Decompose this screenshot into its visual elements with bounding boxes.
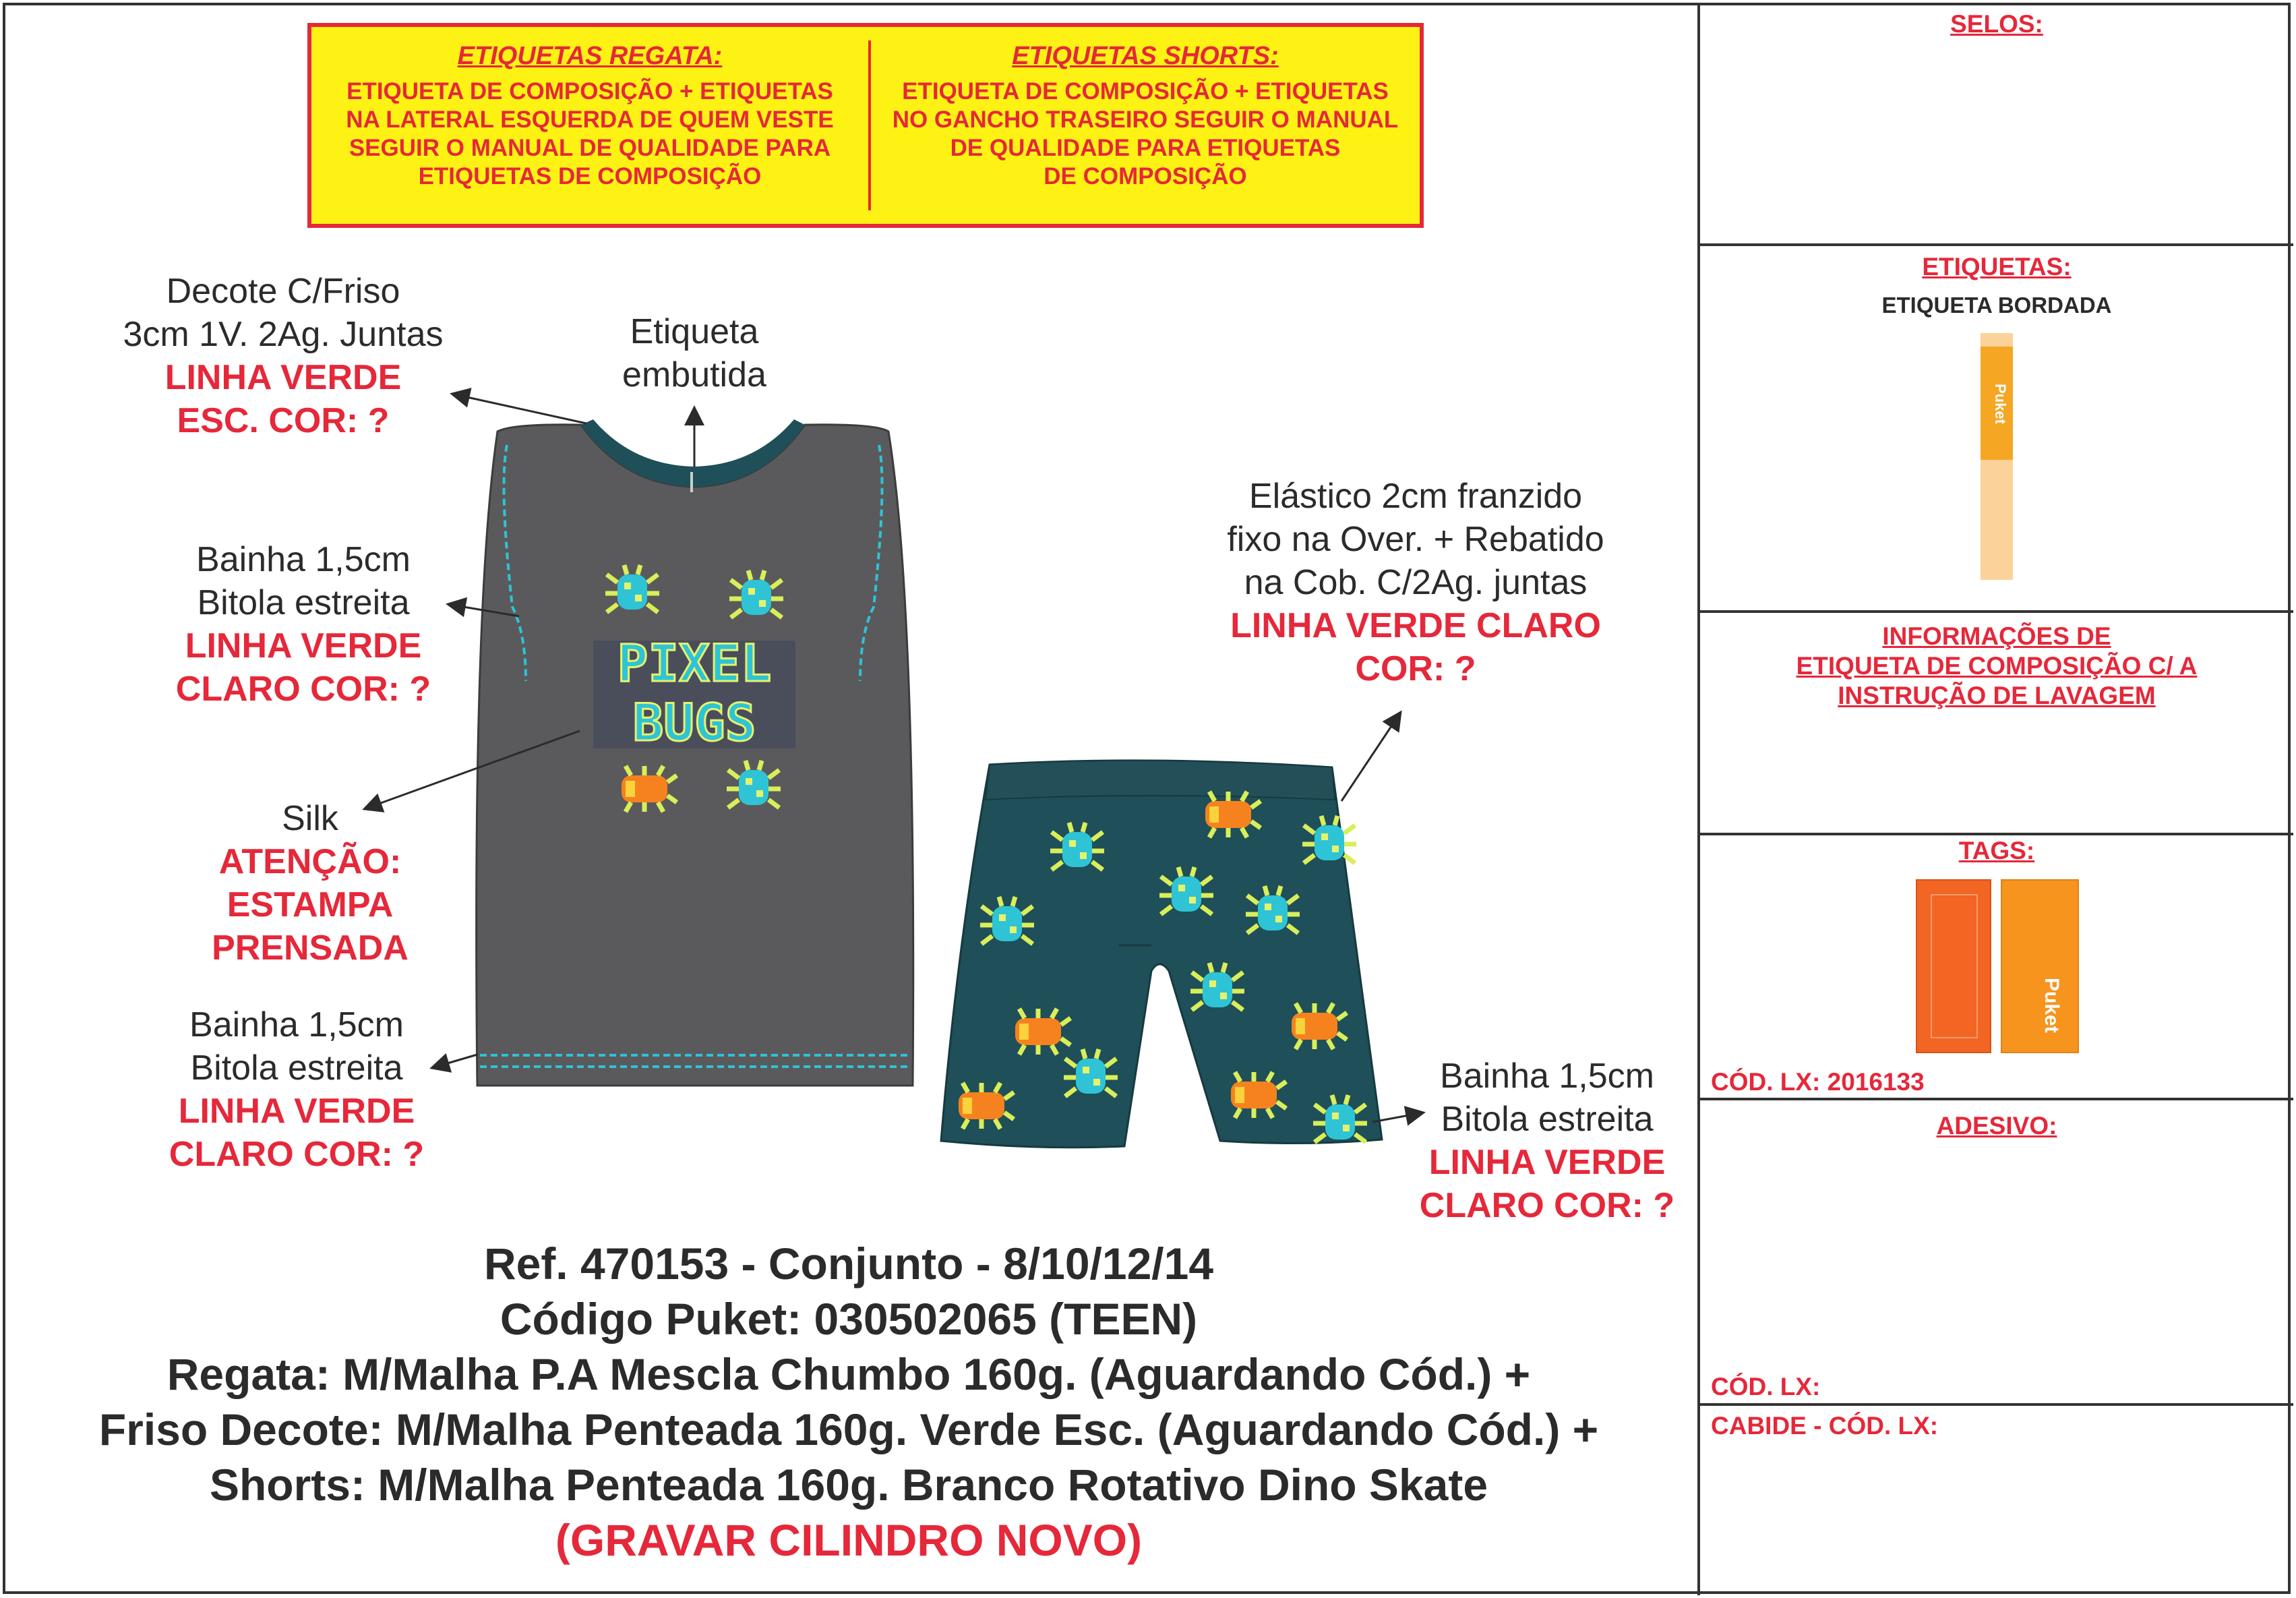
callout-text: Bitola estreita — [190, 1048, 403, 1088]
callout-tank-hem — [121, 1003, 472, 1176]
callout-thread-color: LINHA VERDE — [1428, 1143, 1666, 1182]
callout-neckline — [88, 270, 479, 442]
shorts-labels-title: ETIQUETAS SHORTS: — [1012, 42, 1279, 70]
neck-trim-fabric-line: Friso Decote: M/Malha Penteada 160g. Verde Esc. (Aguardando Cód.) + — [98, 1404, 1599, 1454]
callout-text: Elástico 2cm franzido — [1248, 477, 1583, 516]
sidebar-separator — [1697, 1098, 2293, 1100]
etiquetas-heading: ETIQUETAS: — [1922, 253, 2072, 280]
hang-tag-front — [2001, 879, 2079, 1053]
sidebar-divider — [1697, 3, 1700, 1595]
regata-labels-title: ETIQUETAS REGATA: — [457, 42, 723, 70]
sidebar-separator — [1697, 243, 2293, 246]
product-code-line: Código Puket: 030502065 (TEEN) — [500, 1294, 1198, 1344]
regata-instruction-line: ETIQUETA DE COMPOSIÇÃO + ETIQUETAS — [346, 78, 833, 105]
callout-thread-color: COR: ? — [1355, 649, 1476, 688]
tags-heading: TAGS: — [1958, 837, 2035, 864]
sidebar-separator — [1697, 1403, 2293, 1406]
callout-silk-print — [148, 797, 472, 970]
callout-text: Bainha 1,5cm — [189, 1005, 404, 1044]
selos-heading: SELOS: — [1950, 10, 2043, 38]
composition-info-line: INSTRUÇÃO DE LAVAGEM — [1838, 682, 2156, 709]
shorts-instruction-line: DE COMPOSIÇÃO — [1044, 163, 1247, 189]
callout-text: Bitola estreita — [197, 583, 410, 622]
callout-text: Decote C/Friso — [166, 272, 400, 311]
regata-instruction-line: NA LATERAL ESQUERDA DE QUEM VESTE — [346, 107, 834, 133]
callout-thread-color: LINHA VERDE CLARO — [1230, 606, 1601, 645]
engrave-cylinder-note: (GRAVAR CILINDRO NOVO) — [555, 1515, 1143, 1565]
shorts-instruction-line: NO GANCHO TRASEIRO SEGUIR O MANUAL — [892, 107, 1399, 133]
sidebar-separator — [1697, 610, 2293, 613]
tank-fabric-line: Regata: M/Malha P.A Mescla Chumbo 160g. (Aguardando Cód.) + — [167, 1349, 1531, 1399]
puket-logo: Puket — [2041, 978, 2063, 1033]
callout-text: fixo na Over. + Rebatido — [1227, 520, 1604, 559]
callout-text: Bainha 1,5cm — [1440, 1057, 1654, 1096]
callout-thread-color: CLARO COR: ? — [175, 670, 431, 709]
embroidered-label-caption: ETIQUETA BORDADA — [1881, 293, 2112, 318]
callout-thread-color: LINHA VERDE — [164, 358, 402, 397]
regata-instruction-line: ETIQUETAS DE COMPOSIÇÃO — [418, 163, 762, 189]
callout-thread-color: CLARO COR: ? — [169, 1135, 425, 1174]
shorts-instruction-line: ETIQUETA DE COMPOSIÇÃO + ETIQUETAS — [902, 78, 1389, 105]
composition-info-heading — [1700, 622, 2293, 711]
callout-armhole-hem — [128, 538, 479, 711]
callout-shorts-hem — [1375, 1055, 1719, 1227]
callout-thread-color: ESC. COR: ? — [177, 401, 390, 440]
callout-thread-color: LINHA VERDE — [185, 626, 422, 665]
hang-tag-back — [1916, 879, 1991, 1053]
adesivo-heading: ADESIVO: — [1936, 1112, 2057, 1140]
tags-lx-code: CÓD. LX: 2016133 — [1711, 1068, 1925, 1096]
callout-warning: ATENÇÃO: — [218, 842, 402, 881]
adesivo-lx-code: CÓD. LX: — [1711, 1373, 1821, 1400]
callout-waistband — [1173, 475, 1658, 690]
callout-thread-color: CLARO COR: ? — [1419, 1186, 1675, 1225]
reference-line: Ref. 470153 - Conjunto - 8/10/12/14 — [483, 1239, 1214, 1289]
print-word-bugs: BUGS — [632, 692, 756, 752]
hanger-lx-code: CABIDE - CÓD. LX: — [1711, 1412, 1939, 1440]
composition-info-line: ETIQUETA DE COMPOSIÇÃO C/ A — [1796, 652, 2198, 680]
embroidered-label-image — [1981, 333, 2013, 580]
callout-embedded-label — [580, 310, 809, 396]
callout-text: Bainha 1,5cm — [196, 540, 411, 579]
callout-thread-color: LINHA VERDE — [178, 1092, 415, 1131]
puket-logo: Puket — [1992, 384, 2009, 424]
composition-info-line: INFORMAÇÕES DE — [1882, 622, 2111, 650]
sidebar-separator — [1697, 833, 2293, 835]
callout-text: Etiqueta — [630, 312, 759, 351]
regata-instruction-line: SEGUIR O MANUAL DE QUALIDADE PARA — [349, 135, 831, 161]
shorts-instruction-line: DE QUALIDADE PARA ETIQUETAS — [950, 135, 1341, 161]
tank-top-drawing — [477, 419, 913, 1086]
callout-warning: PRENSADA — [212, 928, 409, 968]
shorts-drawing — [941, 761, 1382, 1148]
callout-text: 3cm 1V. 2Ag. Juntas — [123, 315, 444, 354]
callout-text: embutida — [622, 355, 766, 394]
callout-text: Bitola estreita — [1441, 1100, 1654, 1139]
print-word-pixel: PIXEL — [617, 633, 772, 693]
callout-warning: ESTAMPA — [226, 885, 394, 924]
callout-arrow — [1341, 712, 1401, 801]
callout-text: na Cob. C/2Ag. juntas — [1244, 563, 1588, 602]
callout-text: Silk — [282, 799, 338, 838]
shorts-fabric-line: Shorts: M/Malha Penteada 160g. Branco Rotativo Dino Skate — [209, 1460, 1488, 1510]
